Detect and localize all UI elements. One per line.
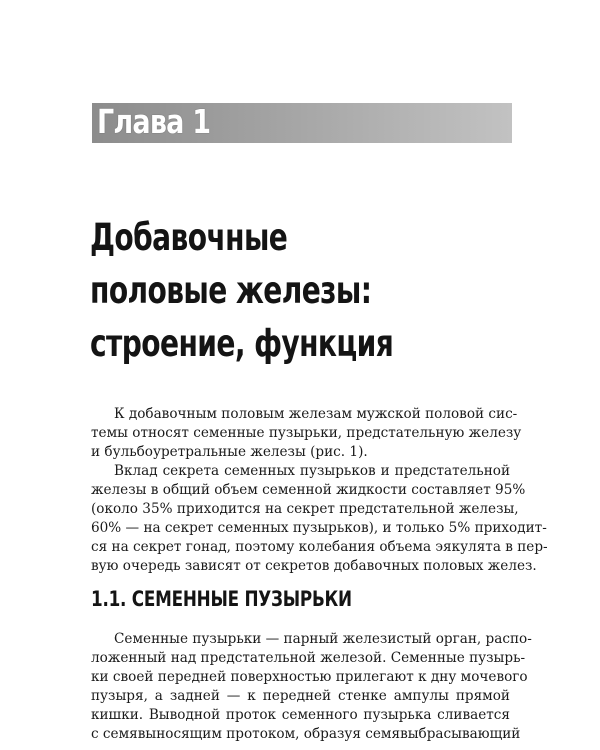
text-line: ложенный над предстательной железой. Семенные пузырь- — [91, 650, 526, 666]
text-line: ки своей передней поверхностью прилегают к дну мочевого — [91, 669, 528, 685]
text-line: с семявыносящим протоком, образуя семявыбрасывающий — [91, 726, 521, 742]
chapter-label: Глава 1 — [97, 102, 211, 141]
text-line: Вклад секрета семенных пузырьков и предстательной — [114, 463, 510, 479]
text-line: вую очередь зависят от секретов добавочных половых желез. — [91, 558, 537, 574]
chapter-title-line-1: Добавочные — [90, 216, 288, 259]
text-line: железы в общий объем семенной жидкости составляет 95% — [91, 482, 526, 498]
chapter-title-line-2: половые железы: — [90, 269, 372, 312]
text-line: пузыря, а задней — к передней стенке ампулы прямой — [91, 688, 510, 704]
text-line: Семенные пузырьки — парный железистый орган, распо- — [114, 631, 532, 647]
chapter-title-line-3: строение, функция — [90, 322, 394, 365]
text-line: и бульбоуретральные железы (рис. 1). — [91, 444, 368, 460]
text-line: 60% — на секрет семенных пузырьков), и только 5% приходит- — [91, 520, 547, 536]
text-line: ся на секрет гонад, поэтому колебания объема эякулята в пер- — [91, 539, 548, 555]
text-line: темы относят семенные пузырьки, предстательную железу — [91, 425, 522, 441]
text-line: К добавочным половым железам мужской половой сис- — [114, 406, 518, 422]
text-line: (около 35% приходится на секрет предстательной железы, — [91, 501, 519, 517]
section-heading: 1.1. СЕМЕННЫЕ ПУЗЫРЬКИ — [91, 587, 352, 611]
text-line: кишки. Выводной проток семенного пузырька сливается — [91, 707, 510, 723]
